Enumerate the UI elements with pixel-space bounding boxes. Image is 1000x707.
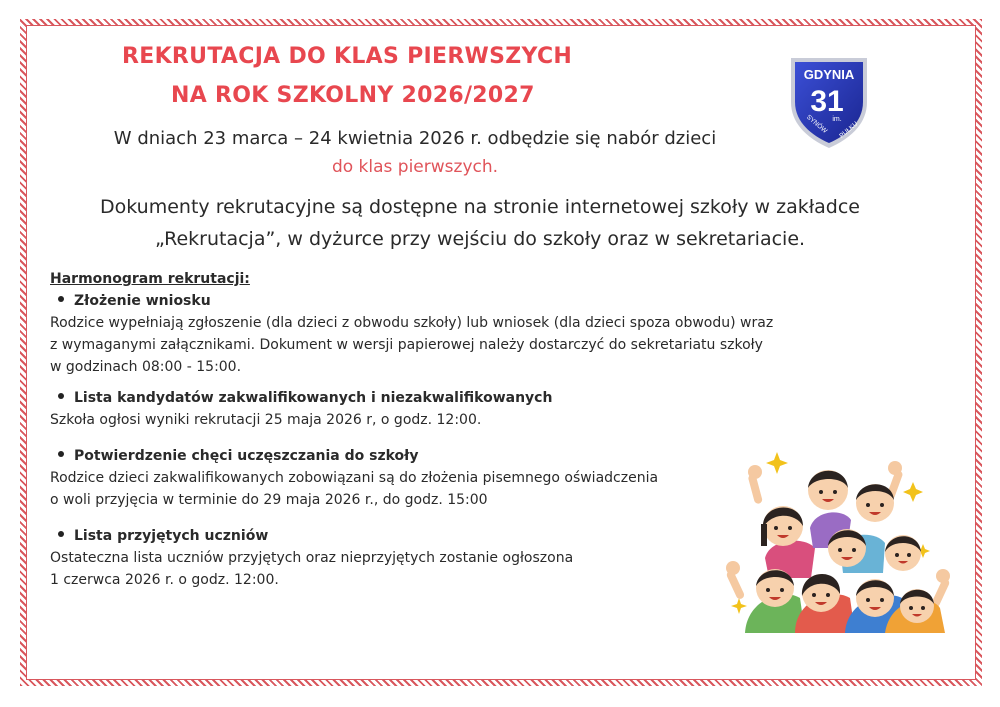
schedule-item-text: o woli przyjęcia w terminie do 29 maja 2026 r., do godz. 15:00 xyxy=(50,492,488,508)
cheering-children-illustration xyxy=(725,448,955,633)
schedule-item-heading-text: Lista kandydatów zakwalifikowanych i niezakwalifikowanych xyxy=(74,390,553,406)
schedule-item-text: Rodzice dzieci zakwalifikowanych zobowiązani są do złożenia pisemnego oświadczenia xyxy=(50,470,659,486)
schedule-item-text: Szkoła ogłosi wyniki rekrutacji 25 maja 2026 r, o godz. 12:00. xyxy=(50,412,482,428)
documents-info xyxy=(0,191,960,255)
schedule-item-text: z wymaganymi załącznikami. Dokument w wersji papierowej należy dostarczyć do sekretariatu szkoły xyxy=(50,337,763,353)
documents-info-line-1: Dokumenty rekrutacyjne są dostępne na stronie internetowej szkoły w zakładce xyxy=(100,196,860,218)
intro-text-highlight: do klas pierwszych. xyxy=(331,157,499,177)
schedule-item-application xyxy=(50,290,870,378)
schedule-item-heading-text: Złożenie wniosku xyxy=(74,293,211,309)
logo-im-text: im. xyxy=(832,116,842,123)
bullet-icon xyxy=(58,451,64,457)
schedule-item-text: 1 czerwca 2026 r. o godz. 12:00. xyxy=(50,572,279,588)
intro-text: W dniach 23 marca – 24 kwietnia 2026 r. odbędzie się nabór dzieci xyxy=(113,128,717,149)
school-logo xyxy=(787,54,871,150)
bullet-icon xyxy=(58,393,64,399)
schedule-item-heading xyxy=(50,290,870,312)
schedule-item-text: Rodzice wypełniają zgłoszenie (dla dzieci z obwodu szkoły) lub wniosek (dla dzieci spoza obwodu) wraz xyxy=(50,315,774,331)
schedule-item-text: Ostateczna lista uczniów przyjętych oraz nieprzyjętych zostanie ogłoszona xyxy=(50,550,574,566)
logo-arc-left-text: SYNÓW xyxy=(804,113,829,135)
logo-arc-right-text: PUŁKU xyxy=(838,120,860,140)
schedule-title: Harmonogram rekrutacji: xyxy=(50,271,250,287)
bullet-icon xyxy=(58,531,64,537)
schedule-item-text: w godzinach 08:00 - 15:00. xyxy=(50,359,242,375)
logo-city-text: GDYNIA xyxy=(803,67,855,82)
documents-info-line-2: „Rekrutacja”, w dyżurce przy wejściu do szkoły oraz w sekretariacie. xyxy=(154,228,806,250)
schedule-item-heading xyxy=(50,387,870,409)
page-title-line-1: REKRUTACJA DO KLAS PIERWSZYCH xyxy=(122,44,573,69)
schedule-item-candidate-list xyxy=(50,387,870,431)
schedule-item-heading-text: Lista przyjętych uczniów xyxy=(74,528,269,544)
logo-number-text: 31 xyxy=(810,85,844,118)
schedule-item-heading-text: Potwierdzenie chęci uczęszczania do szkoły xyxy=(74,448,419,464)
bullet-icon xyxy=(58,296,64,302)
page-title-line-2: NA ROK SZKOLNY 2026/2027 xyxy=(171,83,535,108)
